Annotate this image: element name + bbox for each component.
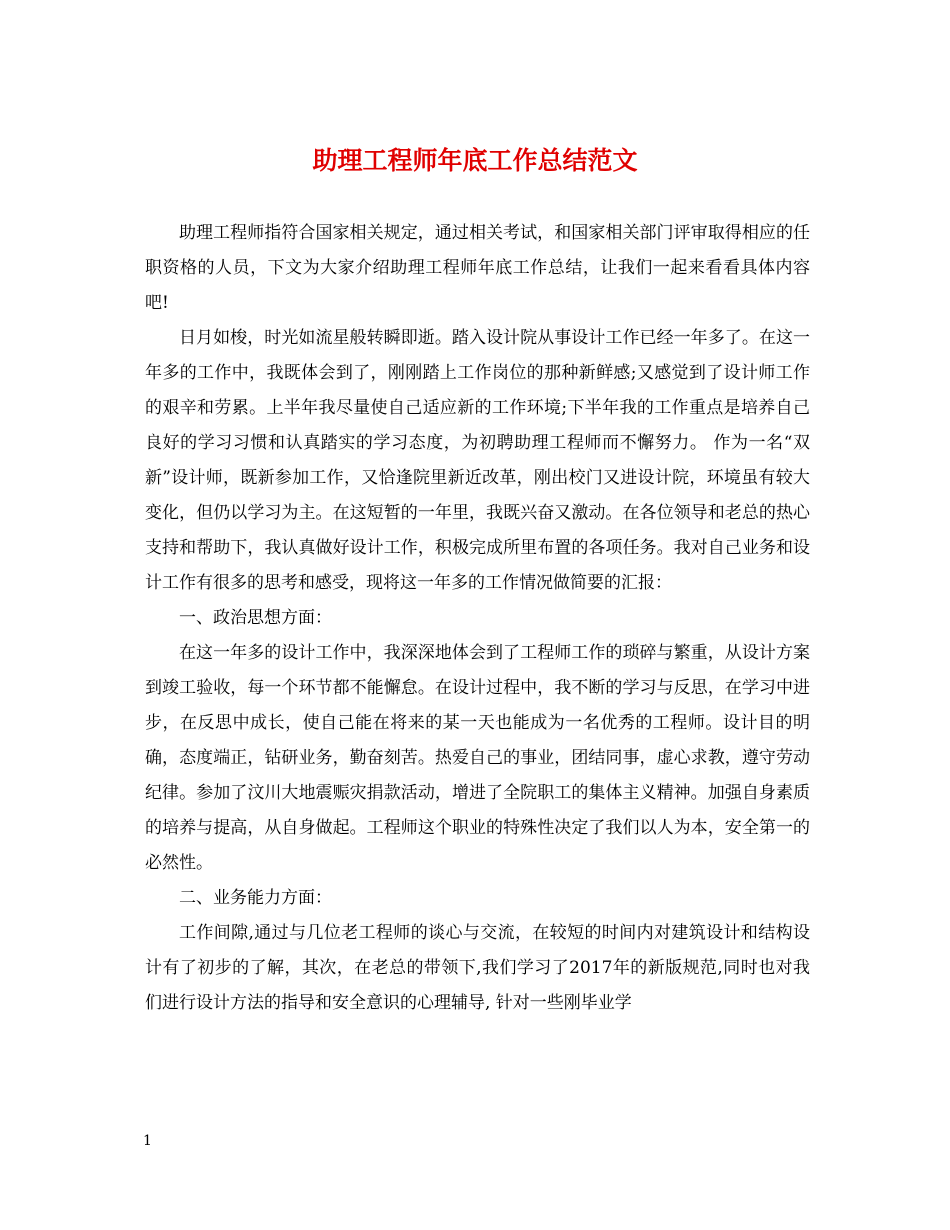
document-title: 助理工程师年底工作总结范文 bbox=[312, 146, 638, 175]
paragraph-business: 工作间隙,通过与几位老工程师的谈心与交流，在较短的时间内对建筑设计和结构设计有了初步的了解，其次，在老总的带领下,我们学习了2017年的新版规范,同时也对我们进行设计方法的指导和安全意识的心理辅导, 针对一些刚毕业学 bbox=[145, 923, 810, 1013]
paragraph-intro: 助理工程师指符合国家相关规定，通过相关考试，和国家相关部门评审取得相应的任职资格的人员，下文为大家介绍助理工程师年底工作总结，让我们一起来看看具体内容吧! bbox=[145, 223, 810, 313]
paragraph-overview: 日月如梭，时光如流星般转瞬即逝。踏入设计院从事设计工作已经一年多了。在这一年多的工作中，我既体会到了，刚刚踏上工作岗位的那种新鲜感;又感觉到了设计师工作的艰辛和劳累。上半年我尽量使自己适应新的工作环境;下半年我的工作重点是培养自己良好的学习习惯和认真踏实的学习态度，为初聘助理工程师而不懈努力。 作为一名“双新”设计师，既新参加工作，又恰逢院里新近改革，刚出校门又进设计院，环境虽有较大变化，但仍以学习为主。在这短暂的一年里，我既兴奋又激动。在各位领导和老总的热心支持和帮助下，我认真做好设计工作，积极完成所里布置的各项任务。我对自己业务和设计工作有很多的思考和感受，现将这一年多的工作情况做简要的汇报： bbox=[145, 328, 810, 593]
section-heading-political: 一、政治思想方面： bbox=[179, 608, 332, 628]
paragraph-political: 在这一年多的设计工作中，我深深地体会到了工程师工作的琐碎与繁重，从设计方案到竣工验收，每一个环节都不能懈怠。在设计过程中，我不断的学习与反思，在学习中进步，在反思中成长，使自己能在将来的某一天也能成为一名优秀的工程师。设计目的明确，态度端正，钻研业务，勤奋刻苦。热爱自己的事业，团结同事，虚心求教，遵守劳动纪律。参加了汶川大地震赈灾捐款活动，增进了全院职工的集体主义精神。加强自身素质的培养与提高，从自身做起。工程师这个职业的特殊性决定了我们以人为本，安全第一的必然性。 bbox=[145, 643, 810, 873]
document-body bbox=[145, 216, 810, 1021]
section-heading-business: 二、业务能力方面： bbox=[179, 888, 332, 908]
page-number: 1 bbox=[143, 1133, 152, 1149]
